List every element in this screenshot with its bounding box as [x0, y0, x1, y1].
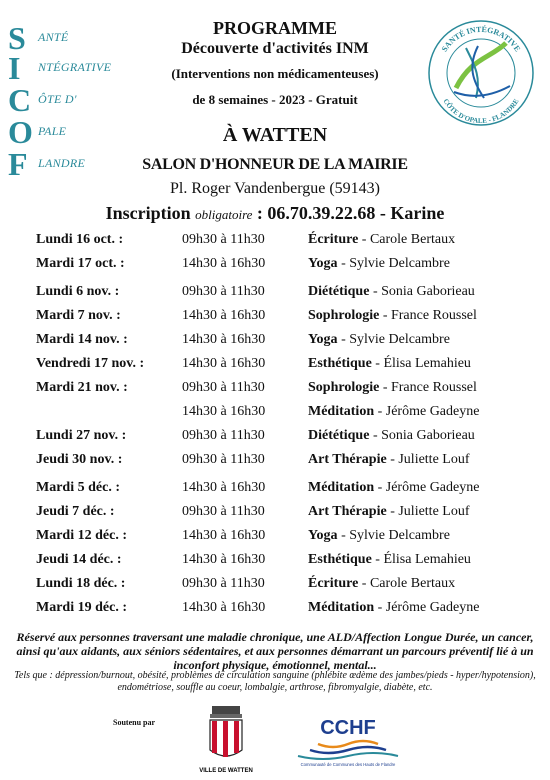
schedule-time: 14h30 à 16h30: [182, 256, 266, 271]
schedule-person: - Sylvie Delcambre: [337, 332, 450, 347]
acronym-word: LANDRE: [38, 156, 86, 170]
schedule-time: 14h30 à 16h30: [182, 308, 266, 323]
schedule-day: Vendredi 17 nov. :: [36, 356, 145, 371]
schedule-time: 14h30 à 16h30: [182, 356, 266, 371]
supported-by-label: Soutenu par: [113, 718, 156, 727]
schedule-activity: Écriture: [308, 576, 359, 591]
schedule-person: - France Roussel: [379, 308, 477, 323]
schedule-activity-cell: [308, 552, 471, 568]
programme-subtitle: Découverte d'activités INM: [181, 40, 369, 57]
schedule-person: - Sonia Gaborieau: [369, 284, 475, 299]
programme-title: PROGRAMME: [213, 18, 337, 38]
crest-caption: VILLE DE WATTEN: [199, 768, 253, 774]
logo-top-text: SANTÉ INTÉGRATIVE: [439, 24, 523, 54]
cchf-name: CCHF: [320, 717, 376, 739]
schedule-activity: Écriture: [308, 232, 359, 247]
schedule-time: 14h30 à 16h30: [182, 480, 266, 495]
schedule-row: [0, 528, 550, 550]
schedule-day: Mardi 7 nov. :: [36, 308, 121, 323]
schedule-row: [0, 232, 550, 254]
schedule-activity-cell: [308, 480, 479, 496]
schedule-day: Lundi 16 oct. :: [36, 232, 124, 247]
schedule-person: - Sylvie Delcambre: [337, 528, 450, 543]
venue-hall: SALON D'HONNEUR DE LA MAIRIE: [142, 156, 408, 173]
schedule-day: Jeudi 30 nov. :: [36, 452, 123, 467]
eligibility-examples: Tels que : dépression/burnout, obésité, problèmes de circulation sanguine (phlébite œdème des jambes/pieds - hyper/hypotension), endométriose, souffle au coeur, lombalgie, arthrose, fibromyalgie, diabète, etc.: [14, 670, 536, 693]
schedule-row: [0, 256, 550, 278]
schedule-activity: Yoga: [308, 528, 338, 543]
schedule-activity: Sophrologie: [308, 380, 380, 395]
schedule-day: Mardi 14 nov. :: [36, 332, 128, 347]
schedule-person: - Élisa Lemahieu: [371, 552, 471, 567]
schedule-day: Lundi 6 nov. :: [36, 284, 120, 299]
schedule-activity: Esthétique: [308, 356, 372, 371]
schedule-activity: Art Thérapie: [308, 504, 387, 519]
schedule-day: Jeudi 7 déc. :: [36, 504, 115, 519]
schedule-activity-cell: [308, 404, 479, 420]
schedule-activity: Méditation: [308, 480, 375, 495]
schedule-day: Mardi 17 oct. :: [36, 256, 125, 271]
inscription-note: obligatoire: [195, 207, 253, 222]
schedule-activity-cell: [308, 308, 477, 324]
schedule-time: 09h30 à 11h30: [182, 428, 265, 443]
schedule-time: 09h30 à 11h30: [182, 380, 265, 395]
schedule-activity-cell: [308, 428, 475, 444]
programme-paren: (Interventions non médicamenteuses): [171, 66, 379, 81]
schedule-activity: Diététique: [308, 428, 370, 443]
schedule-time: 09h30 à 11h30: [182, 504, 265, 519]
schedule-row: [0, 356, 550, 378]
schedule-person: - Jérôme Gadeyne: [374, 480, 480, 495]
schedule-activity: Méditation: [308, 404, 375, 419]
schedule-day: Mardi 12 déc. :: [36, 528, 127, 543]
schedule-activity-cell: [308, 380, 477, 396]
schedule-person: - Sylvie Delcambre: [337, 256, 450, 271]
schedule-person: - Carole Bertaux: [358, 232, 456, 247]
schedule-time: 09h30 à 11h30: [182, 284, 265, 299]
logo-bottom-text: CÔTE D'OPALE - FLANDRE: [441, 97, 521, 126]
schedule-day: Mardi 5 déc. :: [36, 480, 120, 495]
schedule-time: 14h30 à 16h30: [182, 404, 266, 419]
acronym-row: [8, 82, 77, 118]
schedule-row: [0, 576, 550, 598]
venue-town: À WATTEN: [222, 124, 328, 146]
schedule-activity-cell: [308, 356, 471, 372]
schedule-time: 14h30 à 16h30: [182, 528, 266, 543]
cchf-logo: [288, 712, 408, 774]
schedule-activity: Diététique: [308, 284, 370, 299]
schedule-row: [0, 600, 550, 622]
acronym-letter: O: [8, 114, 33, 150]
schedule-activity-cell: [308, 332, 450, 348]
schedule-activity: Yoga: [308, 332, 338, 347]
acronym-word: NTÉGRATIVE: [38, 60, 112, 74]
schedule-activity: Sophrologie: [308, 308, 380, 323]
schedule-row: [0, 552, 550, 574]
schedule-activity: Yoga: [308, 256, 338, 271]
acronym-letter: S: [8, 20, 26, 56]
schedule-activity-cell: [308, 600, 479, 616]
schedule-activity: Art Thérapie: [308, 452, 387, 467]
schedule-row: [0, 332, 550, 354]
schedule-time: 14h30 à 16h30: [182, 332, 266, 347]
schedule-day: Jeudi 14 déc. :: [36, 552, 122, 567]
schedule-row: [0, 284, 550, 306]
schedule-row: [0, 380, 550, 402]
programme-details: de 8 semaines - 2023 - Gratuit: [192, 92, 358, 107]
schedule-time: 09h30 à 11h30: [182, 232, 265, 247]
schedule-row: [0, 308, 550, 330]
schedule-row: [0, 480, 550, 502]
schedule-row: [0, 452, 550, 474]
schedule-row: [0, 404, 550, 426]
schedule-time: 09h30 à 11h30: [182, 576, 265, 591]
venue-address: Pl. Roger Vandenbergue (59143): [169, 180, 381, 197]
schedule-activity: Méditation: [308, 600, 375, 615]
schedule-activity-cell: [308, 284, 475, 300]
schedule-activity: Esthétique: [308, 552, 372, 567]
schedule-activity-cell: [308, 528, 450, 544]
schedule-activity-cell: [308, 452, 470, 468]
schedule-person: - Carole Bertaux: [358, 576, 456, 591]
acronym-word: ÔTE D': [38, 92, 77, 106]
watten-crest-logo: [196, 704, 256, 776]
cchf-caption: Communauté de Communes des Hauts de Flandre: [300, 762, 396, 767]
schedule-day: Lundi 18 déc. :: [36, 576, 126, 591]
schedule-day: Mardi 21 nov. :: [36, 380, 128, 395]
inscription-line: [0, 203, 550, 224]
acronym-letter: C: [8, 82, 32, 118]
schedule-activity-cell: [308, 232, 455, 248]
schedule-person: - Jérôme Gadeyne: [374, 600, 480, 615]
schedule-activity-cell: [308, 504, 470, 520]
acronym-word: ANTÉ: [38, 30, 69, 44]
acronym-row: [8, 50, 112, 86]
schedule-time: 14h30 à 16h30: [182, 600, 266, 615]
schedule-row: [0, 428, 550, 450]
acronym-word: PALE: [38, 124, 67, 138]
schedule-time: 09h30 à 11h30: [182, 452, 265, 467]
eligibility-notice: Réservé aux personnes traversant une maladie chronique, une ALD/Affection Longue Durée, un cancer, ainsi qu'aux aidants, aux séniors sédentaires, et aux personnes démarrant un parcours préventif lié à un inconfort physique, émotionnel, mental...: [16, 630, 534, 672]
schedule-person: - Juliette Louf: [386, 452, 470, 467]
schedule-person: - Élisa Lemahieu: [371, 356, 471, 371]
schedule-activity-cell: [308, 576, 455, 592]
schedule-time: 14h30 à 16h30: [182, 552, 266, 567]
schedule-person: - Juliette Louf: [386, 504, 470, 519]
schedule-activity-cell: [308, 256, 450, 272]
schedule-day: Mardi 19 déc. :: [36, 600, 127, 615]
schedule-person: - France Roussel: [379, 380, 477, 395]
inscription-label: Inscription: [105, 203, 191, 223]
schedule-day: Lundi 27 nov. :: [36, 428, 127, 443]
sante-integrative-logo: [426, 18, 536, 128]
inscription-contact: : 06.70.39.22.68 - Karine: [256, 203, 445, 223]
acronym-letter: F: [8, 146, 28, 182]
schedule-row: [0, 504, 550, 526]
acronym-letter: I: [8, 50, 21, 86]
schedule-person: - Sonia Gaborieau: [369, 428, 475, 443]
schedule-person: - Jérôme Gadeyne: [374, 404, 480, 419]
